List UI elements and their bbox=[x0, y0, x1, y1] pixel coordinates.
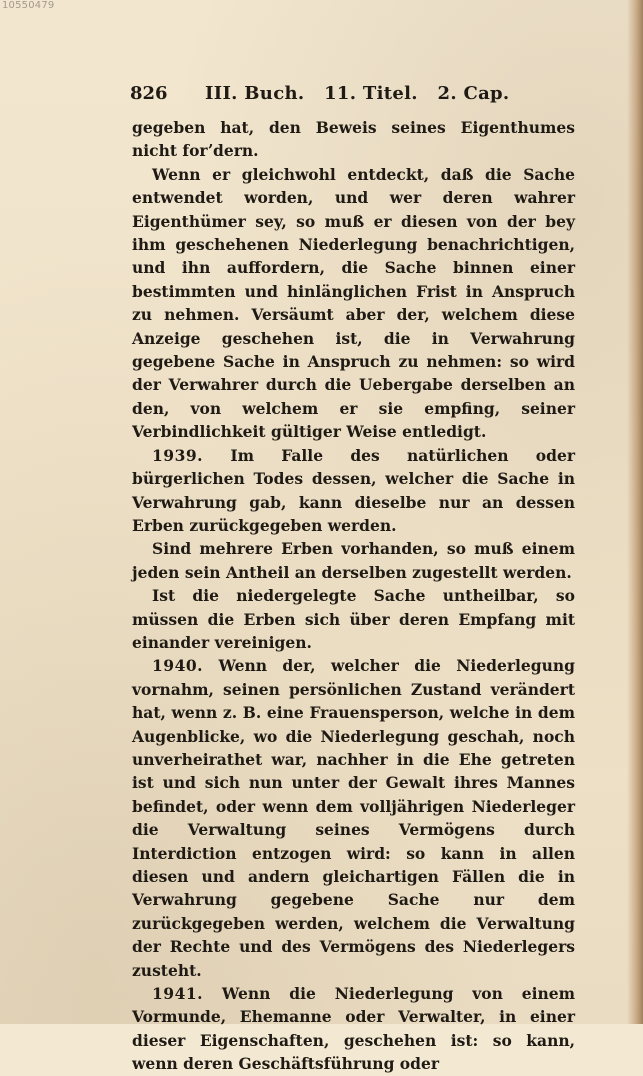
paragraph bbox=[132, 444, 575, 538]
section-number: 1939. bbox=[152, 445, 204, 465]
paragraph-text: Wenn er gleichwohl entdeckt, daß die Sache entwendet worden, und wer deren wahrer Eigenthümer sey, so muß er diesen von der bey ihm geschehenen Niederlegung benachrichtigen, und ihn auffordern, die Sache binnen einer bestimmten und hinlänglichen Frist in Anspruch zu nehmen. Versäumt aber der, welchem diese Anzeige geschehen ist, die in Verwahrung gegebene Sache in Anspruch zu nehmen: so wird der Verwahrer durch die Uebergabe derselben an den, von welchem er sie empfing, seiner Verbindlichkeit gültiger Weise entledigt. bbox=[132, 164, 575, 442]
paragraph-text: Ist die niedergelegte Sache untheilbar, so müssen die Erben sich über deren Empfang mit einander vereinigen. bbox=[132, 586, 575, 652]
paragraph-text: gegeben hat, den Beweis seines Eigenthumes nicht forʼdern. bbox=[132, 118, 575, 161]
paragraph bbox=[132, 163, 575, 444]
catalog-id: 10550479 bbox=[2, 0, 55, 11]
paragraph bbox=[132, 654, 575, 982]
section-number: 1940. bbox=[152, 656, 204, 676]
page-header bbox=[130, 82, 575, 106]
paragraph bbox=[132, 584, 575, 654]
paragraph-text: Wenn der, welcher die Niederlegung vornahm, seinen persönlichen Zustand verändert hat, wenn z. B. eine Frauensperson, welche in dem Augenblicke, wo die Niederlegung geschah, noch unverheirathet war, nachher in die Ehe getreten ist und sich nun unter der Gewalt ihres Mannes befindet, oder wenn dem volljährigen Niederleger die Verwaltung seines Vermögens durch Interdiction entzogen wird: so kann in allen diesen und andern gleichartigen Fällen die in Verwahrung gegebene Sache nur dem zurückgegeben werden, welchem die Verwaltung der Rechte und des Vermögens des Niederlegers zusteht. bbox=[132, 656, 575, 980]
section-number: 1941. bbox=[152, 984, 204, 1004]
paragraph-text: Wenn die Niederlegung von einem Vormunde, Ehemanne oder Verwalter, in einer dieser Eigenschaften, geschehen ist: so kann, wenn deren Geschäftsführung oder bbox=[132, 984, 575, 1074]
paragraph bbox=[132, 537, 575, 584]
paragraph-text: Sind mehrere Erben vorhanden, so muß einem jeden sein Antheil an derselben zugestellt werden. bbox=[132, 539, 575, 582]
paragraph bbox=[132, 982, 575, 1076]
paragraph-text: Im Falle des natürlichen oder bürgerlichen Todes dessen, welcher die Sache in Verwahrung gab, kann dieselbe nur an dessen Erben zurückgegeben werden. bbox=[132, 445, 575, 535]
page-number: 826 bbox=[130, 83, 168, 104]
running-head: III. Buch. 11. Titel. 2. Cap. bbox=[205, 83, 510, 104]
body-text bbox=[132, 116, 575, 1076]
page-edge-shadow bbox=[627, 0, 643, 1024]
paragraph bbox=[132, 116, 575, 163]
